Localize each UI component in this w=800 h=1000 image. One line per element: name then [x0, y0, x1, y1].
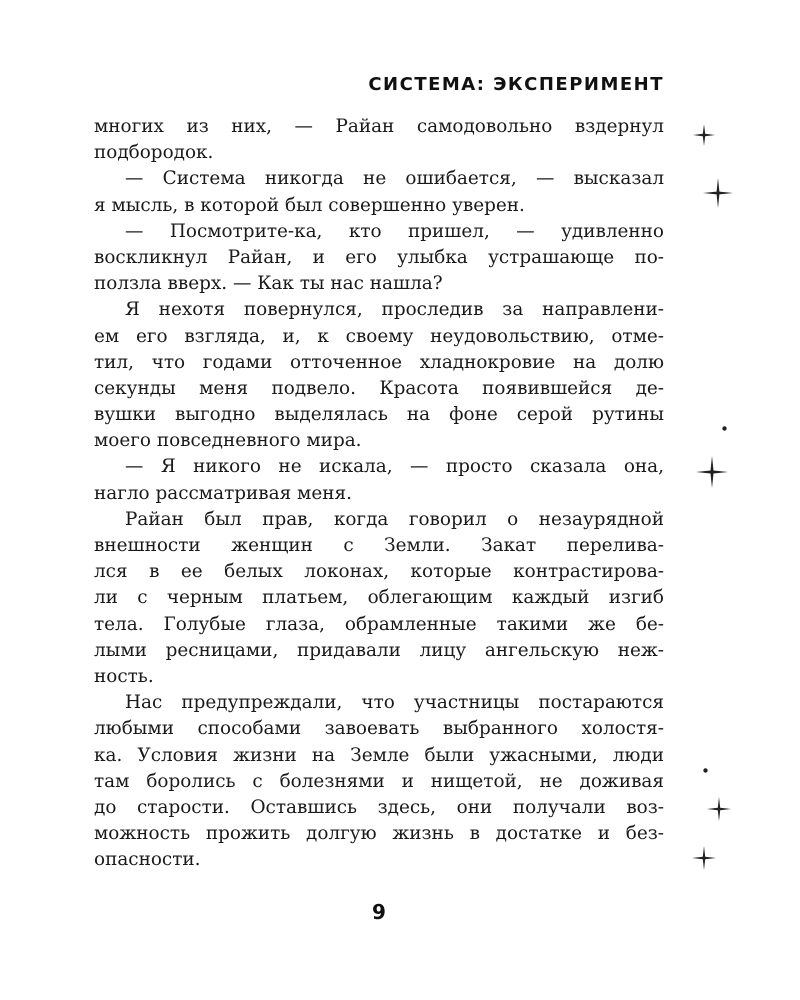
running-head: СИСТЕМА: ЭКСПЕРИМЕНТ — [368, 74, 664, 95]
text-line: можность прожить долгую жизнь в достатке и без- — [94, 823, 664, 845]
text-line: тела. Голубые глаза, обрамленные такими же бе- — [94, 613, 664, 635]
text-line: нагло рассматривая меня. — [94, 482, 352, 504]
text-line: — Я никого не искала, — просто сказала она, — [125, 456, 664, 478]
text-line: Я нехотя повернулся, проследив за направлени- — [125, 299, 664, 321]
sparkle-icon — [693, 124, 715, 146]
text-line: внешности женщин с Земли. Закат перелива- — [94, 535, 664, 556]
sparkle-icon — [707, 797, 731, 821]
sparkle-icon — [696, 456, 728, 488]
text-line: лся в ее белых локонах, которые контрастирова- — [94, 561, 664, 583]
body-text — [94, 114, 664, 873]
text-line: ли с черным платьем, облегающим каждый изгиб — [94, 587, 664, 609]
text-line: ползла вверх. — Как ты нас нашла? — [94, 273, 443, 295]
text-line: я мысль, в которой был совершенно уверен. — [94, 194, 525, 216]
text-line: там боролись с болезнями и нищетой, не доживая — [94, 770, 664, 792]
text-line: — Посмотрите-ка, кто пришел, — удивленно — [125, 220, 664, 242]
text-line: секунды меня подвело. Красота появившейся де- — [94, 377, 664, 399]
text-line: Нас предупреждали, что участницы постараются — [125, 692, 664, 714]
dot-icon — [722, 426, 727, 431]
sparkle-icon — [703, 178, 733, 208]
text-line: воскликнул Райан, и его улыбка устрашающе по- — [94, 246, 664, 268]
text-line: моего повседневного мира. — [94, 430, 362, 452]
text-line: Райан был прав, когда говорил о незаурядной — [125, 508, 664, 530]
page-number: 9 — [372, 900, 386, 924]
text-line: ность. — [94, 665, 154, 687]
text-line: — Система никогда не ошибается, — высказал — [125, 168, 664, 190]
text-line: тил, что годами отточенное хладнокровие на долю — [94, 351, 664, 373]
text-line: лыми ресницами, придавали лицу ангельскую неж- — [94, 639, 664, 661]
text-line: ем его взгляда, и, к своему неудовольствию, отме- — [94, 325, 664, 347]
text-line: до старости. Оставшись здесь, они получали воз- — [94, 796, 664, 818]
text-line: многих из них, — Райан самодовольно вздернул — [94, 116, 664, 137]
text-line: подбородок. — [94, 142, 214, 164]
text-line: опасности. — [94, 849, 201, 871]
text-line: любыми способами завоевать выбранного холостя- — [94, 718, 664, 740]
sparkle-icon — [692, 846, 716, 870]
text-line: вушки выгодно выделялась на фоне серой рутины — [94, 404, 664, 426]
text-line: ка. Условия жизни на Земле были ужасными, люди — [94, 744, 664, 766]
dot-icon — [703, 768, 708, 773]
